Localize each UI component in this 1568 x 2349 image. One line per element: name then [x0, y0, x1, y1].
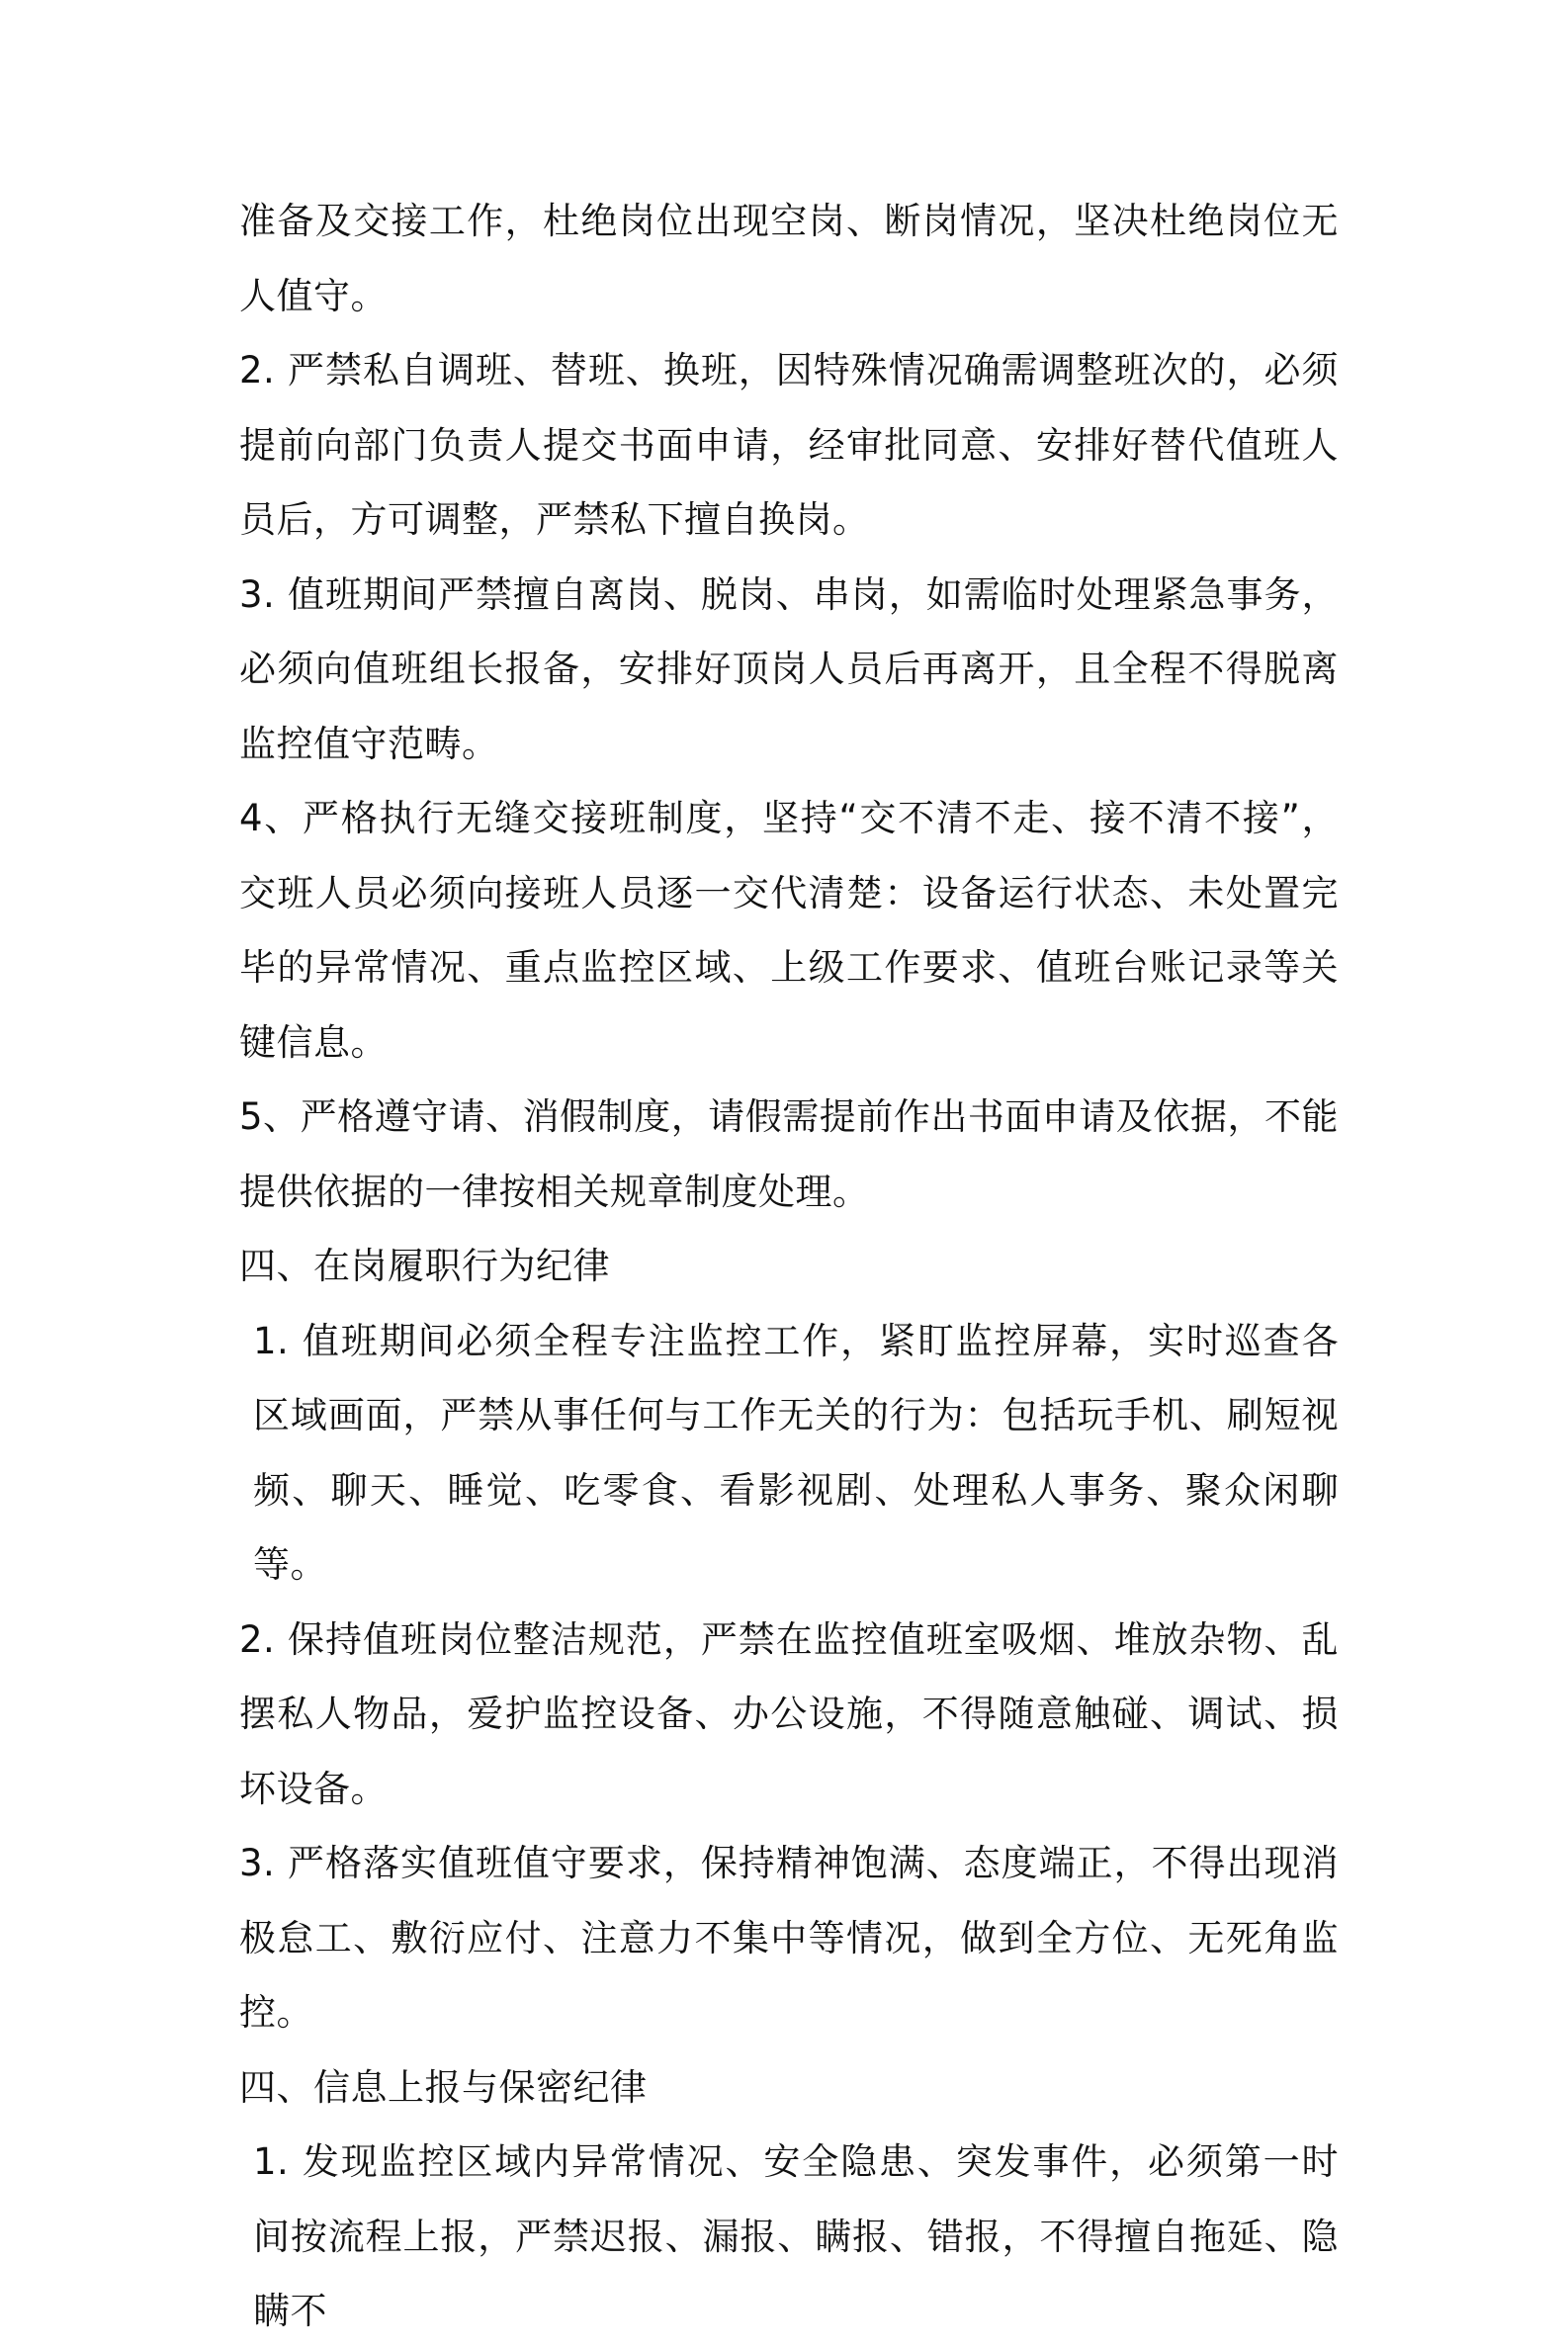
section-heading-on-duty-conduct: 四、在岗履职行为纪律 [239, 1245, 610, 1287]
paragraph-leave-system-rule: 5、严格遵守请、消假制度，请假需提前作出书面申请及依据，不能提供依据的一律按相关规章制度处理。 [239, 1095, 1339, 1213]
paragraph-focus-monitoring-rule: 1. 值班期间必须全程专注监控工作，紧盯监控屏幕，实时巡查各区域画面，严禁从事任何与工作无关的行为：包括玩手机、刷短视频、聊天、睡觉、吃零食、看影视剧、处理私人事务、聚众闲聊等。 [253, 1319, 1339, 1586]
paragraph-incident-reporting-rule: 1. 发现监控区域内异常情况、安全隐患、突发事件，必须第一时间按流程上报，严禁迟报、漏报、瞒报、错报，不得擅自拖延、隐瞒不 [253, 2140, 1339, 2332]
paragraph-shift-swap-rule: 2. 严禁私自调班、替班、换班，因特殊情况确需调整班次的，必须提前向部门负责人提交书面申请，经审批同意、安排好替代值班人员后，方可调整，严禁私下擅自换岗。 [239, 349, 1339, 541]
paragraph-handover-system-rule: 4、严格执行无缝交接班制度，坚持“交不清不走、接不清不接”，交班人员必须向接班人员逐一交代清楚：设备运行状态、未处置完毕的异常情况、重点监控区域、上级工作要求、值班台账记录等关键信息。 [239, 797, 1339, 1064]
document-body [239, 184, 1339, 2349]
paragraph-no-leaving-post-rule: 3. 值班期间严禁擅自离岗、脱岗、串岗，如需临时处理紧急事务，必须向值班组长报备，安排好顶岗人员后再离开，且全程不得脱离监控值守范畴。 [239, 572, 1339, 765]
section-heading-reporting-confidentiality: 四、信息上报与保密纪律 [239, 2065, 648, 2109]
paragraph-handover-continued: 准备及交接工作，杜绝岗位出现空岗、断岗情况，坚决杜绝岗位无人值守。 [239, 200, 1339, 317]
paragraph-duty-attitude-rule: 3. 严格落实值班值守要求，保持精神饱满、态度端正，不得出现消极怠工、敷衍应付、注意力不集中等情况，做到全方位、无死角监控。 [239, 1842, 1339, 2034]
paragraph-post-tidiness-rule: 2. 保持值班岗位整洁规范，严禁在监控值班室吸烟、堆放杂物、乱摆私人物品，爱护监控设备、办公设施，不得随意触碰、调试、损坏设备。 [239, 1617, 1339, 1810]
